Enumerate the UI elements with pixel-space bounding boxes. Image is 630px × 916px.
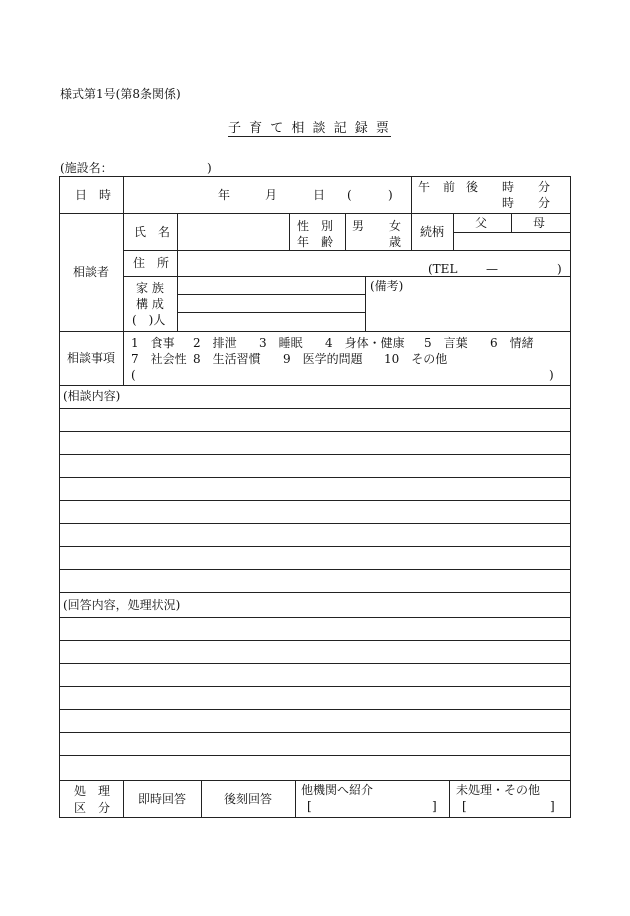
age-label: 年 齢 bbox=[297, 235, 334, 249]
father-option: 父 bbox=[475, 216, 488, 230]
referral-bracket-close: ] bbox=[432, 799, 437, 813]
minute-label-1: 分 bbox=[538, 180, 551, 194]
mae-label: 前 bbox=[443, 180, 456, 194]
facility-label: (施設名： bbox=[60, 161, 113, 175]
matters-label: 相談事項 bbox=[67, 351, 116, 365]
hour-label-1: 時 bbox=[502, 180, 515, 194]
immediate-answer-option: 即時回答 bbox=[138, 792, 187, 806]
mother-option: 母 bbox=[533, 216, 546, 230]
referral-option: 他機関へ紹介 bbox=[301, 783, 374, 797]
processing-label-2: 区 分 bbox=[74, 801, 111, 815]
processing-label-1: 処 理 bbox=[74, 784, 111, 798]
relation-label: 続柄 bbox=[420, 225, 445, 239]
date-label: 日 時 bbox=[75, 188, 112, 202]
address-label: 住 所 bbox=[133, 256, 170, 270]
hour-label-2: 時 bbox=[502, 196, 515, 210]
minute-label-2: 分 bbox=[538, 196, 551, 210]
facility-close: ) bbox=[207, 161, 212, 175]
other-paren-close: ) bbox=[549, 368, 554, 382]
page-title: 子 育 て 相 談 記 録 票 bbox=[228, 121, 391, 136]
matter-item: 1 食事 bbox=[131, 336, 175, 350]
weekday-close: ) bbox=[388, 188, 393, 202]
female-option: 女 bbox=[389, 219, 402, 233]
other-paren-open: ( bbox=[131, 368, 136, 382]
matter-item: 2 排泄 bbox=[193, 336, 237, 350]
family-count: ( )人 bbox=[132, 313, 166, 327]
am-label: 午 bbox=[418, 180, 431, 194]
sex-label: 性 別 bbox=[297, 219, 334, 233]
matter-item: 3 睡眠 bbox=[259, 336, 303, 350]
matter-item: 10 その他 bbox=[384, 352, 448, 366]
day-label: 日 bbox=[313, 188, 326, 202]
tel-dash: — bbox=[486, 262, 498, 276]
unprocessed-option: 未処理・その他 bbox=[456, 783, 541, 797]
go-label: 後 bbox=[466, 180, 479, 194]
remarks-label: (備考) bbox=[370, 279, 404, 293]
family-label-2: 構 成 bbox=[136, 297, 164, 311]
matter-item: 4 身体・健康 bbox=[325, 336, 405, 350]
referral-bracket-open: [ bbox=[307, 799, 312, 813]
month-label: 月 bbox=[265, 188, 278, 202]
later-answer-option: 後刻回答 bbox=[224, 792, 273, 806]
year-label: 年 bbox=[218, 188, 231, 202]
form-number: 様式第1号(第8条関係) bbox=[60, 87, 181, 101]
matter-item: 7 社会性 bbox=[131, 352, 187, 366]
age-unit: 歳 bbox=[389, 235, 402, 249]
matter-item: 5 言葉 bbox=[424, 336, 468, 350]
tel-label: (TEL bbox=[428, 262, 458, 276]
name-label: 氏 名 bbox=[134, 225, 171, 239]
matter-item: 9 医学的問題 bbox=[283, 352, 363, 366]
consultation-content-label: (相談内容) bbox=[63, 389, 121, 403]
unprocessed-bracket-close: ] bbox=[550, 799, 555, 813]
male-option: 男 bbox=[352, 219, 365, 233]
answer-content-label: (回答内容，処理状況) bbox=[63, 598, 181, 612]
weekday-open: ( bbox=[347, 188, 352, 202]
tel-close: ) bbox=[557, 262, 562, 276]
family-label-1: 家 族 bbox=[136, 281, 164, 295]
matter-item: 8 生活習慣 bbox=[193, 352, 261, 366]
matter-item: 6 情緒 bbox=[490, 336, 534, 350]
consultant-label: 相談者 bbox=[73, 265, 110, 279]
unprocessed-bracket-open: [ bbox=[462, 799, 467, 813]
